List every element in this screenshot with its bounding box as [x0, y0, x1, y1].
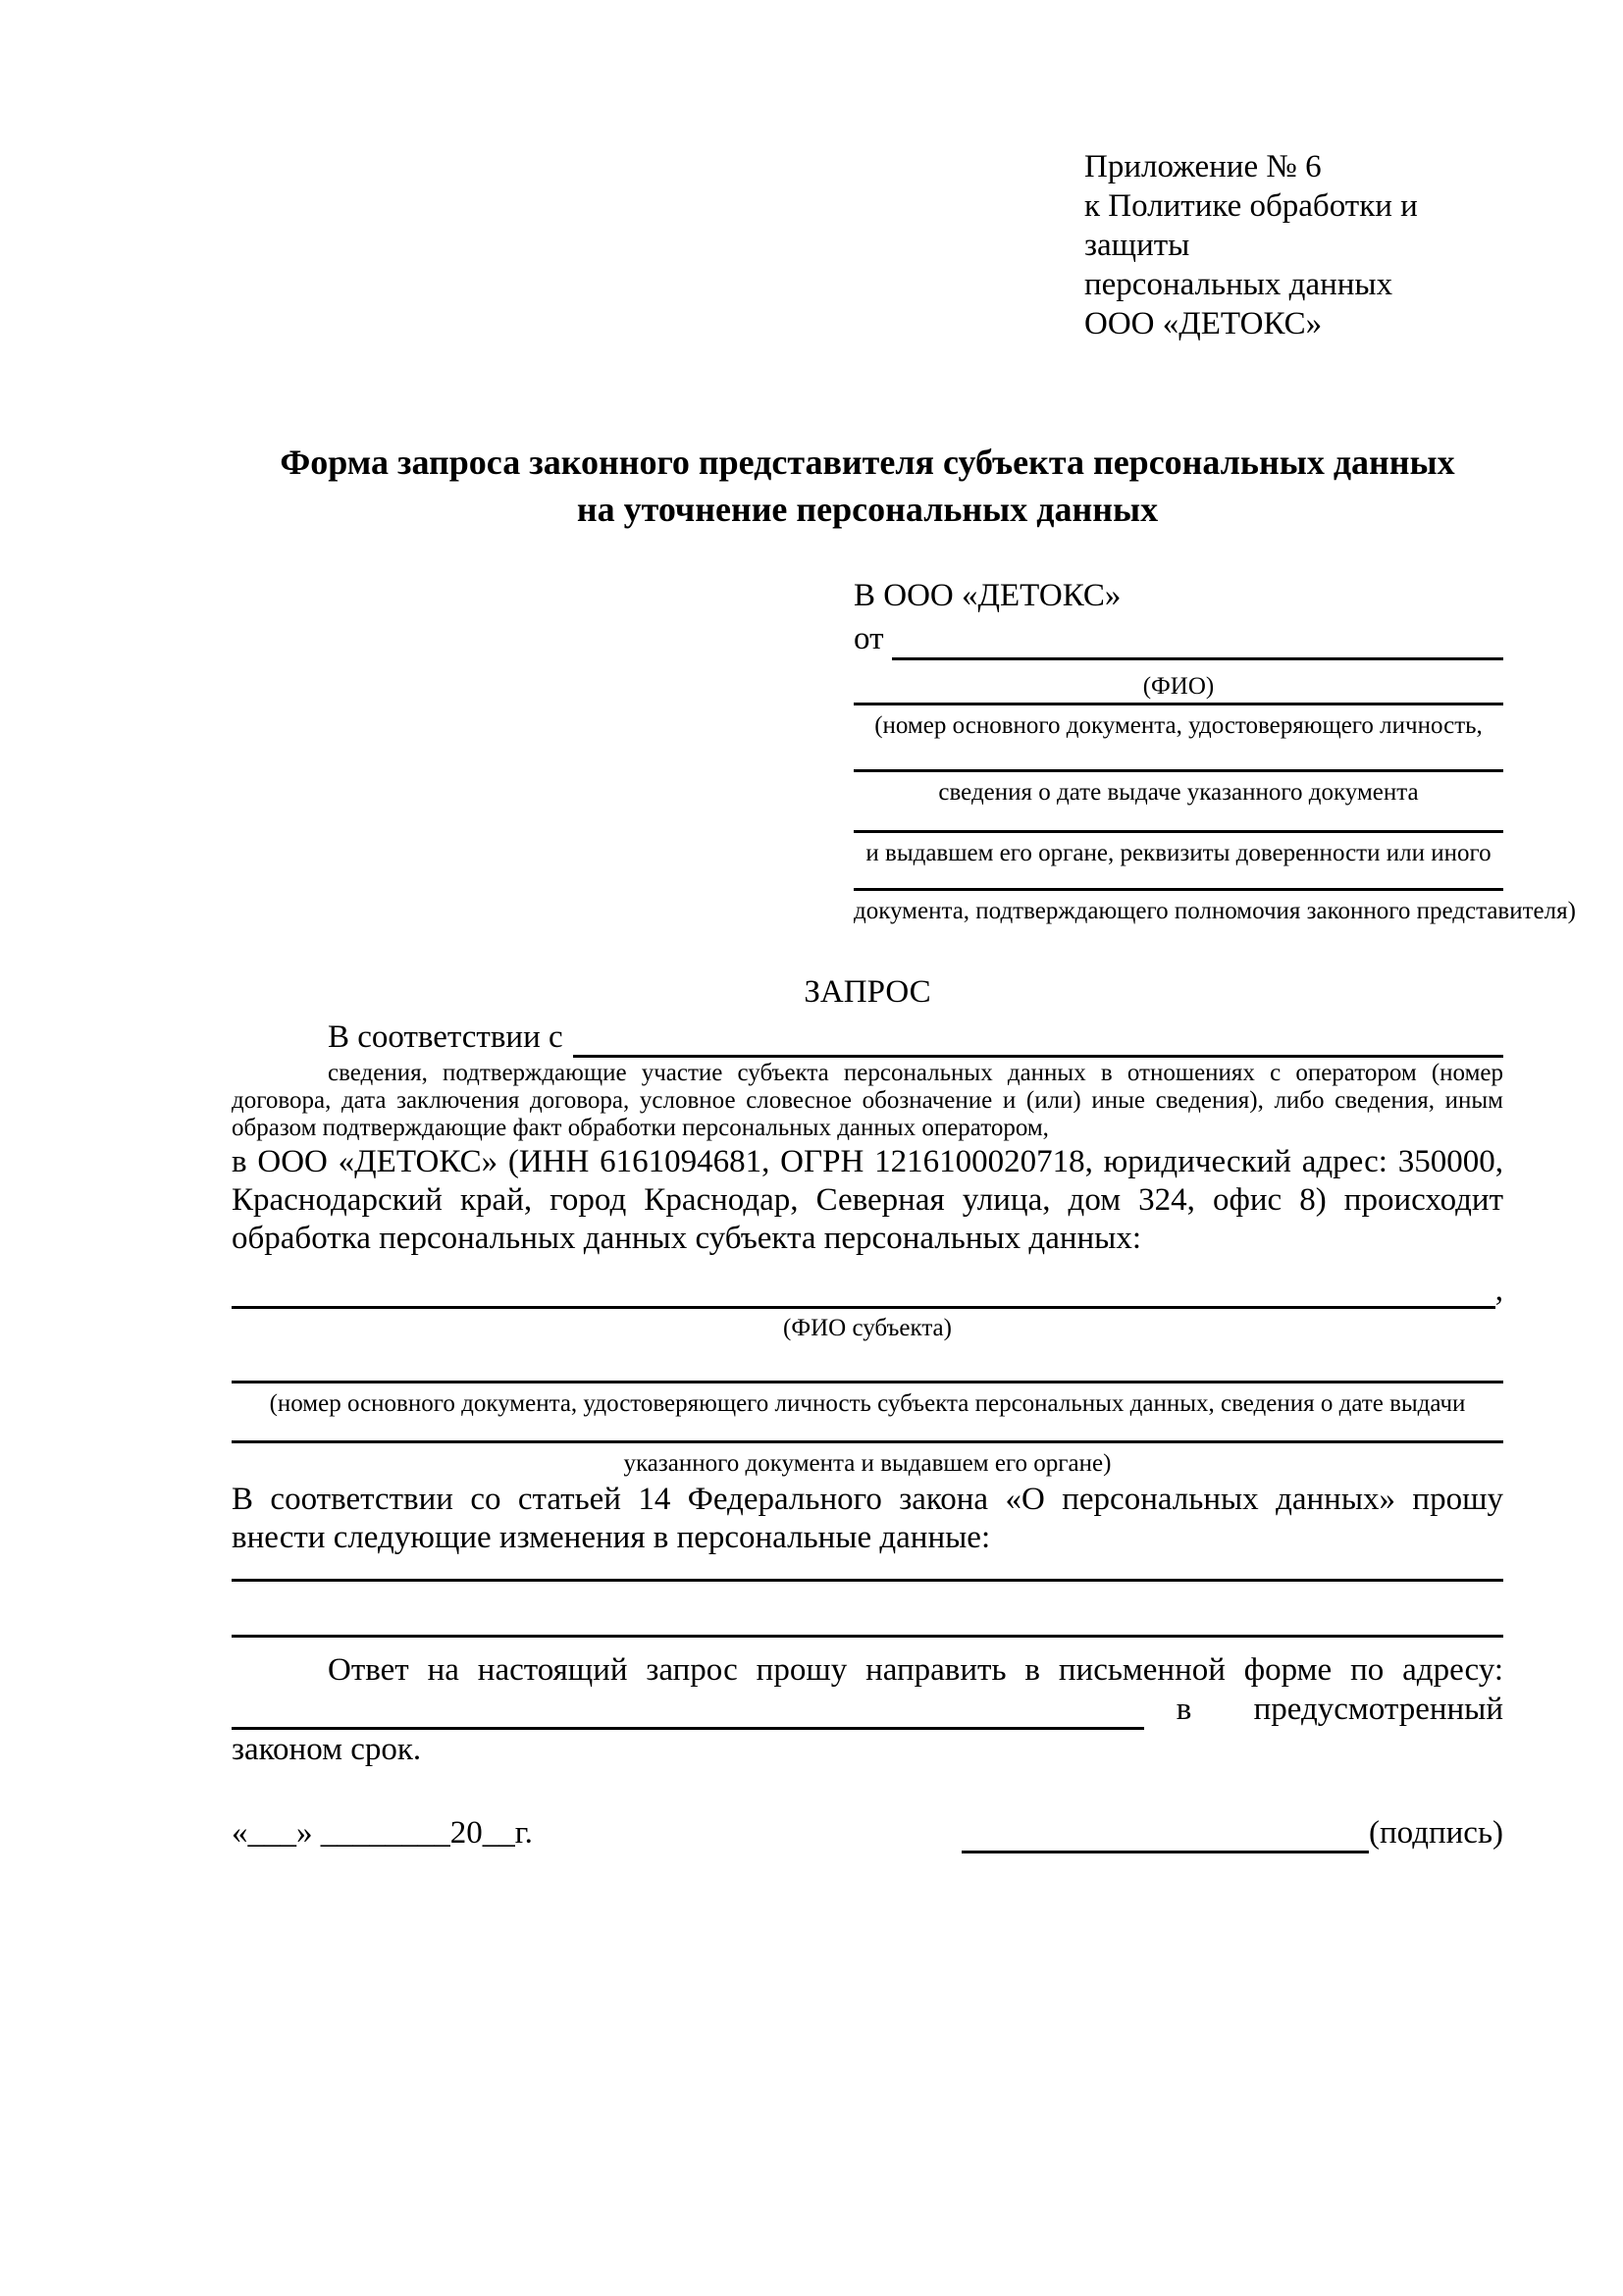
answer-address-line — [232, 1690, 1144, 1730]
appendix-block — [1084, 147, 1503, 343]
answer-continuation: в предусмотренный — [1176, 1692, 1503, 1727]
request-heading: ЗАПРОС — [804, 974, 931, 1010]
field-caption: сведения о дате выдаче указанного документа — [938, 779, 1419, 806]
subject-doc-caption-1: (номер основного документа, удостоверяющего личность субъекта персональных данных, сведения о дате выдачи — [269, 1390, 1466, 1417]
subject-fio-caption: (ФИО субъекта) — [783, 1315, 952, 1341]
operator-paragraph: в ООО «ДЕТОКС» (ИНН 6161094681, ОГРН 1216100020718, юридический адрес: 350000, Краснодарский край, город Краснодар, Северная улица, дом 324, офис 8) происходит обработка персональных данных субъекта персональных данных: — [232, 1144, 1503, 1256]
subject-fio-row — [232, 1272, 1503, 1309]
form-title-line-1: Форма запроса законного представителя субъекта персональных данных — [280, 443, 1455, 482]
form-title — [232, 439, 1503, 533]
article-paragraph: В соответствии со статьей 14 Федерального закона «О персональных данных» прошу внести следующие изменения в персональные данные: — [232, 1482, 1503, 1555]
addressee-to: В ООО «ДЕТОКС» — [854, 578, 1122, 613]
signature-caption: (подпись) — [1369, 1815, 1503, 1851]
form-title-line-2: на уточнение персональных данных — [576, 490, 1159, 529]
signature-line — [962, 1812, 1369, 1853]
appendix-line: персональных данных — [1084, 267, 1393, 302]
fio-caption: (ФИО) — [1142, 673, 1215, 700]
according-fill-line — [573, 1017, 1503, 1058]
subject-fio-comma: , — [1494, 1273, 1503, 1308]
subject-doc-caption-2: указанного документа и выдавшем его органе) — [623, 1450, 1112, 1477]
according-row — [232, 1017, 1503, 1058]
field-caption: и выдавшем его органе, реквизиты доверенности или иного — [865, 840, 1492, 866]
addressee-block — [854, 574, 1576, 924]
answer-paragraph: Ответ на настоящий запрос прошу направить в письменной форме по адресу: — [328, 1652, 1503, 1688]
changes-blank-line-2 — [232, 1635, 1503, 1638]
field-line — [854, 769, 1503, 772]
field-line — [854, 703, 1503, 705]
field-caption: документа, подтверждающего полномочия законного представителя) — [854, 898, 1576, 924]
field-line — [854, 830, 1503, 833]
subject-fio-line — [232, 1272, 1495, 1309]
changes-blank-line-1 — [232, 1579, 1503, 1582]
field-line — [854, 888, 1503, 891]
subject-doc-line-1 — [232, 1381, 1503, 1383]
participation-note: сведения, подтверждающие участие субъекта персональных данных в отношениях с оператором (номер договора, дата заключения договора, условное словесное обозначение и (или) иные сведения), либо сведения, иным образом подтверждающие факт обработки персональных данных оператором, — [232, 1060, 1503, 1141]
appendix-line: ООО «ДЕТОКС» — [1084, 306, 1323, 341]
signature-group — [962, 1812, 1503, 1853]
from-label: от — [854, 621, 892, 656]
date-field: «___» ________20__г. — [232, 1815, 533, 1851]
according-label: В соответствии с — [328, 1019, 563, 1055]
appendix-line: Приложение № 6 — [1084, 149, 1322, 184]
field-caption: (номер основного документа, удостоверяющего личность, — [874, 712, 1483, 739]
answer-closing: законом срок. — [232, 1732, 422, 1767]
from-fill-line — [892, 618, 1503, 660]
subject-doc-line-2 — [232, 1440, 1503, 1443]
date-signature-row — [232, 1812, 1503, 1853]
from-row — [854, 618, 1503, 660]
appendix-line: к Политике обработки и защиты — [1084, 188, 1418, 263]
answer-address-row — [232, 1690, 1503, 1730]
